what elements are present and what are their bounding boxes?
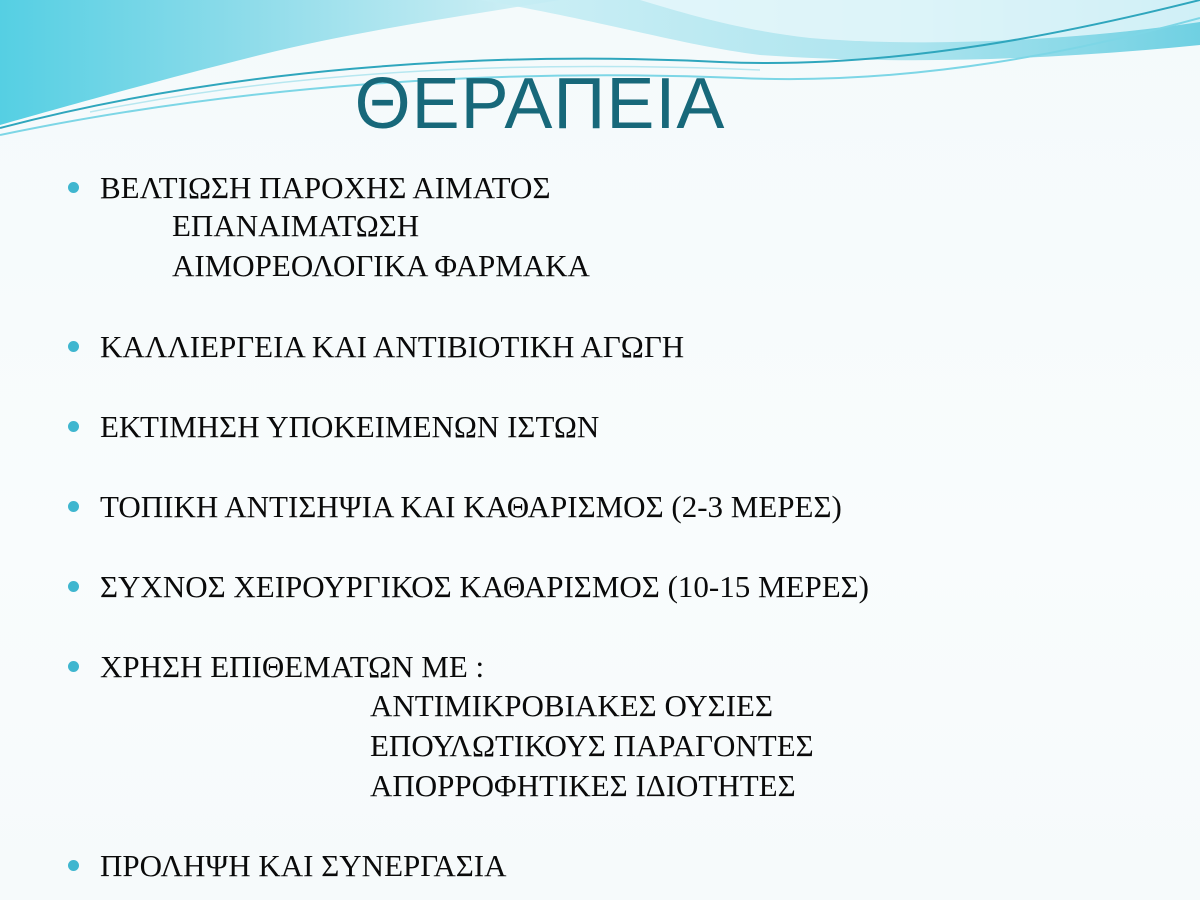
sub-item: ΑΠΟΡΡΟΦΗΤΙΚΕΣ ΙΔΙΟΤΗΤΕΣ bbox=[370, 768, 796, 803]
bullet-text: ΕΚΤΙΜΗΣΗ ΥΠΟΚΕΙΜΕΝΩΝ ΙΣΤΩΝ bbox=[100, 409, 600, 444]
bullet-dot bbox=[68, 661, 79, 672]
bullet-dot bbox=[68, 581, 79, 592]
bullet-text: ΚΑΛΛΙΕΡΓΕΙΑ ΚΑΙ ΑΝΤΙΒΙΟΤΙΚΗ ΑΓΩΓΗ bbox=[100, 329, 685, 364]
bullet-dot bbox=[68, 182, 79, 193]
sub-item: ΕΠΟΥΛΩΤΙΚΟΥΣ ΠΑΡΑΓΟΝΤΕΣ bbox=[370, 728, 814, 763]
bullet-dot bbox=[68, 341, 79, 352]
bullet-text: ΠΡΟΛΗΨΗ ΚΑΙ ΣΥΝΕΡΓΑΣΙΑ bbox=[100, 848, 507, 883]
bullet-dot bbox=[68, 501, 79, 512]
slide-title: ΘΕΡΑΠΕΙΑ bbox=[354, 64, 726, 144]
bullet-dot bbox=[68, 421, 79, 432]
sub-item: ΑΙΜΟΡΕΟΛΟΓΙΚΑ ΦΑΡΜΑΚΑ bbox=[172, 248, 590, 283]
sub-item: ΕΠΑΝΑΙΜΑΤΩΣΗ bbox=[172, 208, 420, 243]
bullet-dot bbox=[68, 860, 79, 871]
bullet-text: ΤΟΠΙΚΗ ΑΝΤΙΣΗΨΙΑ ΚΑΙ ΚΑΘΑΡΙΣΜΟΣ (2-3 ΜΕΡΕΣ) bbox=[100, 489, 842, 524]
sub-item: ΑΝΤΙΜΙΚΡΟΒΙΑΚΕΣ ΟΥΣΙΕΣ bbox=[370, 688, 774, 723]
bullet-text: ΧΡΗΣΗ ΕΠΙΘΕΜΑΤΩΝ ΜΕ : bbox=[100, 649, 485, 684]
bullet-text: ΒΕΛΤΙΩΣΗ ΠΑΡΟΧΗΣ ΑΙΜΑΤΟΣ bbox=[100, 170, 551, 205]
bullet-text: ΣΥΧΝΟΣ ΧΕΙΡΟΥΡΓΙΚΟΣ ΚΑΘΑΡΙΣΜΟΣ (10-15 ΜΕΡΕΣ) bbox=[100, 569, 870, 604]
